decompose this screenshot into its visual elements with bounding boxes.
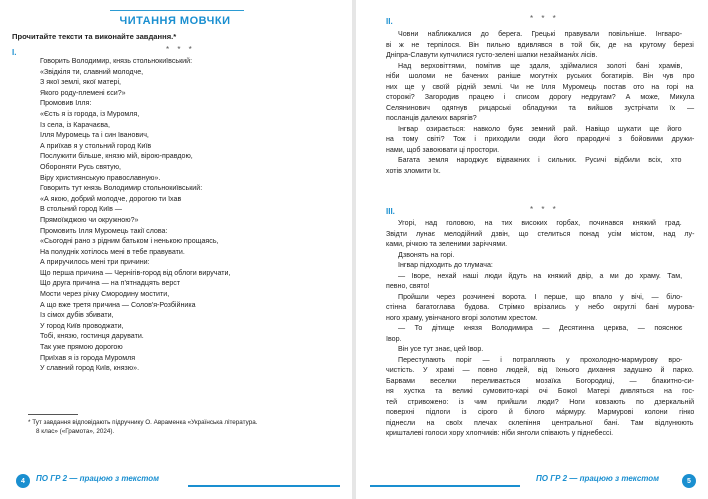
task-instruction: Прочитайте тексти та виконайте завдання.* (12, 32, 177, 41)
verse-line: Що друга причина — на п'ятнадцять верст (40, 279, 181, 288)
prose-block-2 (386, 29, 694, 176)
footer-line-right (370, 485, 520, 487)
verse-line: В стольний город Київ — (40, 205, 122, 214)
text-line: ві ж не терпілося. Він пильно вдивлявся в той бік, де на крутому березі (386, 40, 694, 49)
section-stars-2: * * * (530, 14, 559, 23)
page-gutter (352, 0, 356, 499)
text-line: поверхні підлоги із сірого й білого ма́рмуру. Мармурові колони гінко (386, 408, 695, 416)
footer-right (370, 474, 700, 488)
verse-line: Приїхав я із города Муромля (40, 353, 136, 362)
verse-line: «Сьогодні рано з рідним батьком і ненькою прощаясь, (40, 237, 219, 246)
verse-line: Що перша причина — Чернігів-город від облоги виручати, (40, 268, 231, 277)
page-title: ЧИТАННЯ МОВЧКИ (119, 15, 231, 27)
text-line: Інгвар підходить до тлумача: (398, 261, 493, 269)
text-line: Звідти лунає мелодійний дзвін, що стелиться понад усім містом, над лу- (386, 229, 695, 238)
text-line: Івор. (386, 334, 402, 343)
text-line: Угорі, над головою, на тих високих горбах, починався княжий град. (398, 219, 682, 227)
footnote-rule (28, 414, 78, 415)
text-line: Човни наближалися до берега. Грецькі правували повільніше. Інгваро- (398, 30, 683, 38)
text-line: — То дітище князя Володимира — Десятинна церква, — пояснює (398, 324, 683, 332)
text-line: Селянинович одягнув рицарські обладунки та вийшов зустрічати їх — (386, 103, 695, 112)
text-line: Він усе тут знає, цей Івор. (398, 345, 484, 353)
verse-line: Якого роду-племені єси?» (40, 88, 126, 97)
verse-line: Із сімох дубів збивати, (40, 311, 114, 320)
text-line: стінна багатоглава будова. Стрімко врізались у небо округлі бані мурова- (386, 303, 695, 311)
text-line: них ще у своїй рідній землі. Чи не Ілля Муромець постав ото на горі на (386, 82, 694, 91)
verse-line: Ілля Муромець та і син Іванович, (40, 131, 149, 140)
section-stars-3: * * * (530, 205, 559, 214)
text-line: піднесли на своїх плечах склепіння центральної бані. Там відлунюють (386, 418, 694, 427)
verse-line: Говорить Володимир, князь стольнокиївський: (40, 57, 193, 65)
text-line: Дзвонять на горі. (398, 250, 455, 259)
verse-line: А приїхав я у стольний город Київ (40, 141, 152, 150)
verse-line: «А якою, добрий молодче, дорогою ти їхав (40, 194, 182, 203)
verse-text (40, 56, 340, 374)
section-number-1: I. (12, 48, 17, 57)
text-line: Багата земля народжує відважних і сильних. Русичі відбили всіх, хто (398, 156, 682, 164)
text-line: на тому світі? Тож і приходили сюди його прародичі з бойовими дружи- (386, 135, 695, 143)
text-line: ніби шоломи не бачених раніше могутніх руських богатирів. Він чув про (386, 72, 695, 80)
verse-line: Віру християнськую православную». (40, 173, 161, 182)
text-line: Над верховіттями, помітив ще здаля, здіймалися золоті бані храмів, (398, 61, 683, 70)
section-stars-1: * * * (166, 45, 195, 54)
text-line: чистість. У храмі — повно людей, від їхнього дихання задушно й парко. (386, 366, 694, 374)
footer-left (10, 474, 340, 488)
footer-text-left: ПО ГР 2 — працюю з текстом (36, 474, 160, 483)
verse-line: А приручилось мені три причини: (40, 258, 150, 267)
text-line: ня хустка та великі сумовито-карі очі Божої Матері дивляться на гос- (386, 387, 695, 395)
text-line: хотів зломити їх. (386, 166, 441, 175)
footer-line-left (188, 485, 340, 487)
verse-line: Прямоїжджою чи окружною?» (40, 215, 139, 224)
footnote-line-2: 8 клас» («Грамота», 2024). (36, 427, 115, 435)
footnote (28, 419, 338, 437)
verse-line: Послужити більше, князю мій, вірою-правдою, (40, 152, 193, 161)
text-line: Дніпра-Славути купчилися густо-зелені шапки незаймани́х лісів. (386, 51, 598, 59)
verse-line: Обороняти Русь святую, (40, 162, 122, 171)
verse-line: З якої землі, якої матері, (40, 78, 122, 87)
verse-line: Мости через річку Смородину мостити, (40, 290, 170, 299)
text-line: певно, свято! (386, 282, 430, 290)
page-number-right: 5 (682, 474, 696, 488)
text-line: нами, щоб завоювати ці простори. (386, 145, 500, 154)
verse-line: А що вже третя причина — Солов'я-Розбійника (40, 300, 196, 309)
verse-line: У славний город Київ, князю». (40, 364, 140, 373)
page-number-left: 4 (16, 474, 30, 488)
footnote-line-1: * Тут завдання відповідають підручнику О. Авраменка «Українська література. (28, 419, 258, 426)
verse-line: Так уже прямою дорогою (40, 343, 123, 352)
text-line: посланців далеких варягів? (386, 114, 477, 122)
text-line: ного храму, увінчаного вгорі золотим хрестом. (386, 313, 538, 322)
text-line: сторожі? Загородив працею і списом дорогу недругам? А може, Микула (386, 93, 695, 101)
verse-line: «Єсть я із города, із Муромля, (40, 109, 140, 118)
section-number-3: III. (386, 207, 395, 216)
text-line: тей стривожено: із чим прийшли люди? Ноги ковзають по дзеркальній (386, 397, 695, 406)
verse-line: На полуднік хотілось мені в тебе правувати. (40, 247, 185, 256)
text-line: Барвами веселки переливається мозаїка Богородиці, — блакитно-си- (386, 376, 694, 385)
verse-line: Із села, із Карачаєва, (40, 120, 110, 129)
footer-text-right: ПО ГР 2 — працюю з текстом (536, 474, 660, 483)
text-line: Переступають поріг — і потрапляють у прохолодно-мармурову вро- (398, 355, 683, 364)
text-line: кришталеві голоси хору хлопчиків: ніби янголи співають у піднебессі. (386, 429, 614, 437)
section-number-2: II. (386, 17, 393, 26)
text-line: Пройшли через розчинені ворота. І перше, що впало у вічі, — біло- (398, 292, 683, 301)
text-line: — Іворе, нехай наші люди йдуть на княжий двір, а ми до храму. Там, (398, 271, 683, 280)
verse-line: Тобі, князю, гостинця дарувати. (40, 332, 144, 341)
text-line: ками, річкою та зеленими заріччями. (386, 240, 508, 248)
verse-line: Промовить Ілля Муромець такії слова: (40, 226, 168, 235)
title-rule (110, 10, 244, 11)
verse-line: «Звідкіля ти, славний молодче, (40, 67, 144, 76)
verse-line: У город Київ проводжати, (40, 321, 124, 330)
prose-block-3 (386, 218, 694, 439)
verse-line: Промовив Ілля: (40, 99, 92, 108)
text-line: Інгвар озирається: навколо буяє земний рай. Навіщо шукати ще його (398, 124, 682, 133)
verse-line: Говорить тут князь Володимир стольнокиївський: (40, 184, 203, 193)
